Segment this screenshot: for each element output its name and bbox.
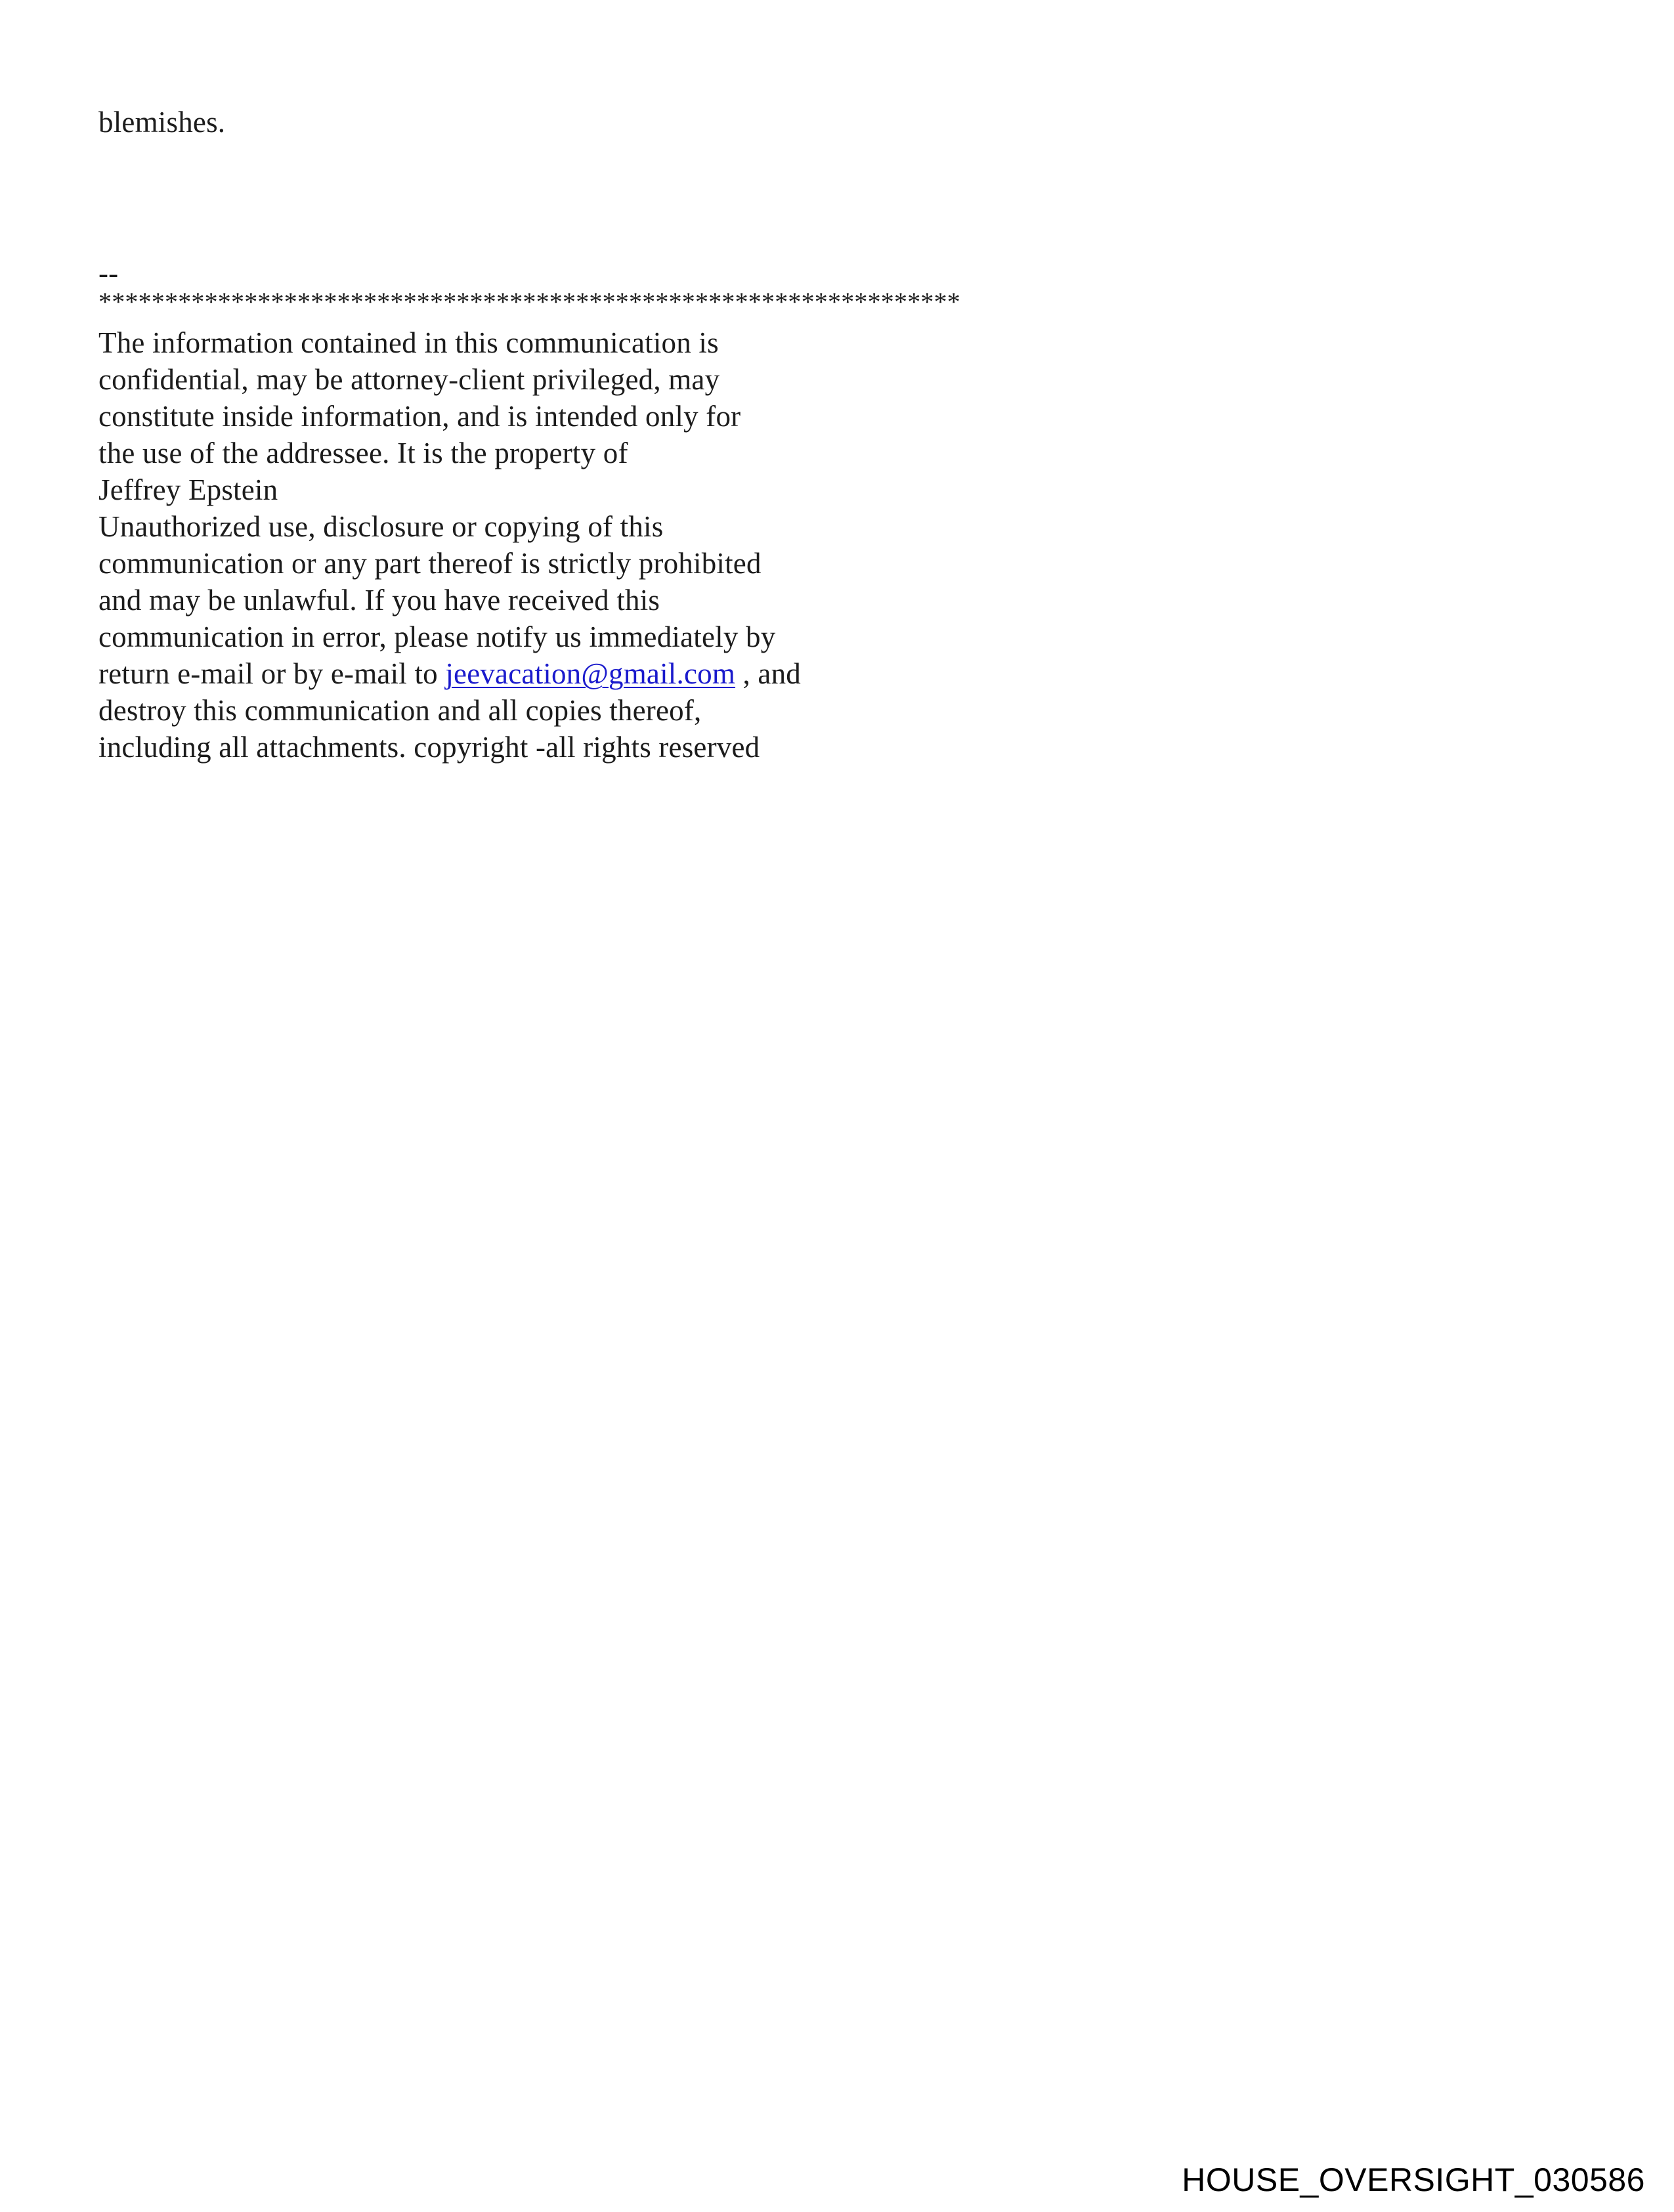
disclaimer-line: Unauthorized use, disclosure or copying of this bbox=[98, 510, 664, 543]
disclaimer-line: constitute inside information, and is intended only for bbox=[98, 400, 741, 433]
disclaimer-line: communication or any part thereof is strictly prohibited bbox=[98, 547, 762, 580]
body-text-fragment: blemishes. bbox=[98, 106, 226, 139]
disclaimer-return-line bbox=[98, 655, 801, 692]
disclaimer-line: Jeffrey Epstein bbox=[98, 473, 278, 506]
disclaimer-line: communication in error, please notify us immediately by bbox=[98, 620, 776, 653]
asterisk-divider: ***************************************************************** bbox=[98, 287, 960, 316]
bates-number: HOUSE_OVERSIGHT_030586 bbox=[1182, 2161, 1645, 2198]
return-line-prefix: return e-mail or by e-mail to bbox=[98, 657, 446, 690]
signature-separator: -- bbox=[98, 257, 119, 290]
disclaimer-line: including all attachments. copyright -all rights reserved bbox=[98, 731, 760, 764]
email-link[interactable]: jeevacation@gmail.com bbox=[445, 657, 736, 690]
return-line-suffix: , and bbox=[735, 657, 801, 690]
disclaimer-line: the use of the addressee. It is the property of bbox=[98, 437, 628, 469]
disclaimer-line: confidential, may be attorney-client privileged, may bbox=[98, 363, 720, 396]
disclaimer-line: destroy this communication and all copies thereof, bbox=[98, 694, 702, 727]
disclaimer-line: and may be unlawful. If you have received this bbox=[98, 584, 660, 617]
disclaimer-line: The information contained in this communication is bbox=[98, 326, 719, 359]
